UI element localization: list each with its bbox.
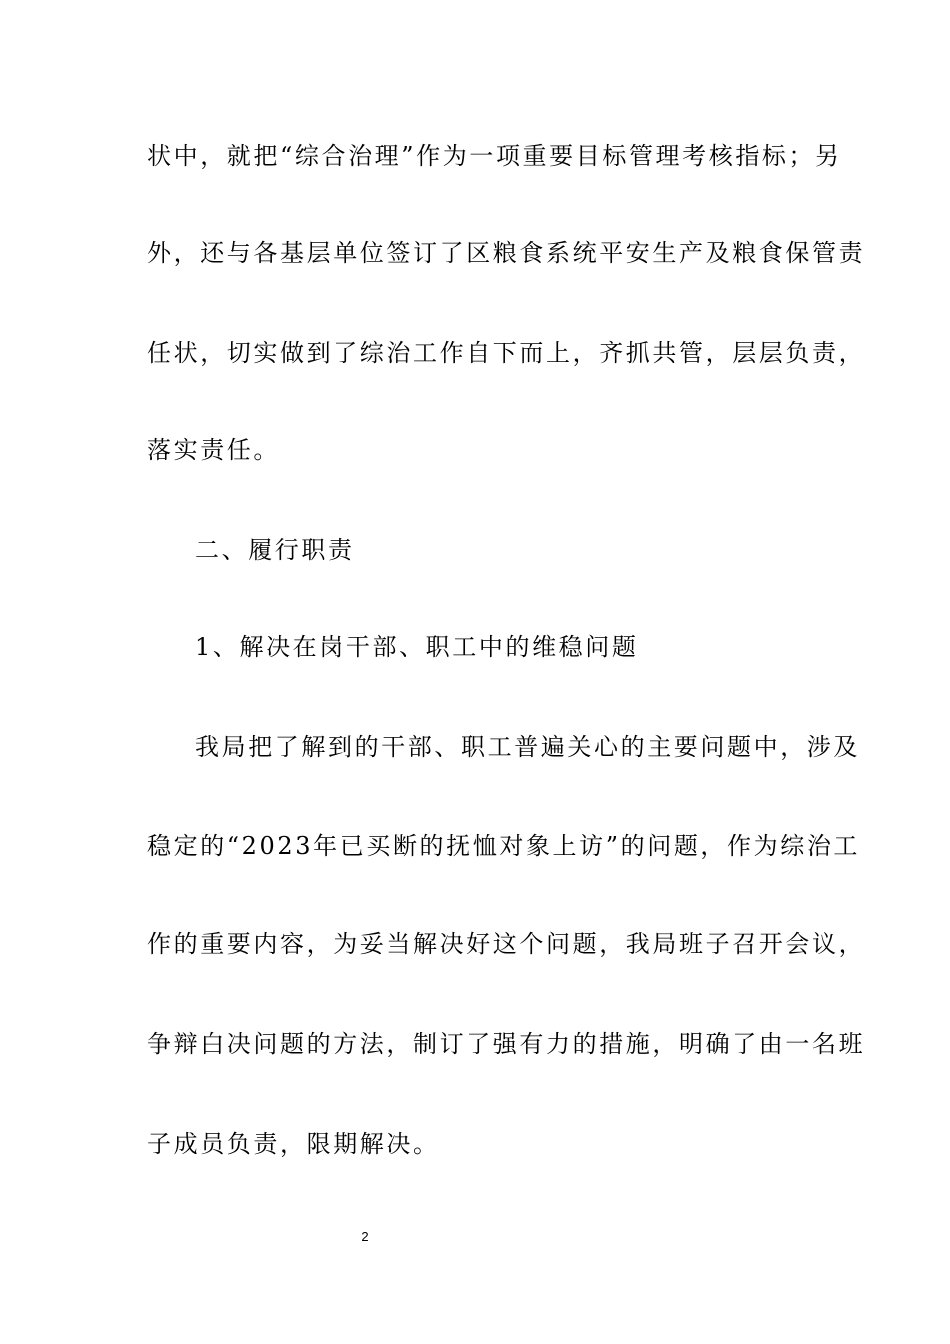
paragraph-line: 外，还与各基层单位签订了区粮食系统平安生产及粮食保管责	[147, 239, 866, 267]
paragraph-line: 落实责任。	[147, 436, 280, 464]
section-heading: 二、履行职责	[195, 536, 355, 564]
paragraph-line: 我局把了解到的干部、职工普遍关心的主要问题中，涉及	[195, 733, 860, 761]
subsection-heading: 1、解决在岗干部、职工中的维稳问题	[195, 633, 639, 661]
paragraph-line: 状中，就把“综合治理”作为一项重要目标管理考核指标；另	[147, 142, 842, 170]
paragraph-line: 稳定的“2023年已买断的抚恤对象上访”的问题，作为综治工	[147, 832, 861, 860]
page-number: 2	[361, 1229, 369, 1244]
paragraph-line: 作的重要内容，为妥当解决好这个问题，我局班子召开会议，	[147, 930, 866, 958]
paragraph-line: 子成员负责，限期解决。	[147, 1130, 440, 1158]
paragraph-line: 任状，切实做到了综治工作自下而上，齐抓共管，层层负责，	[147, 339, 866, 367]
paragraph-line: 争辩白决问题的方法，制订了强有力的措施，明确了由一名班	[147, 1030, 866, 1058]
